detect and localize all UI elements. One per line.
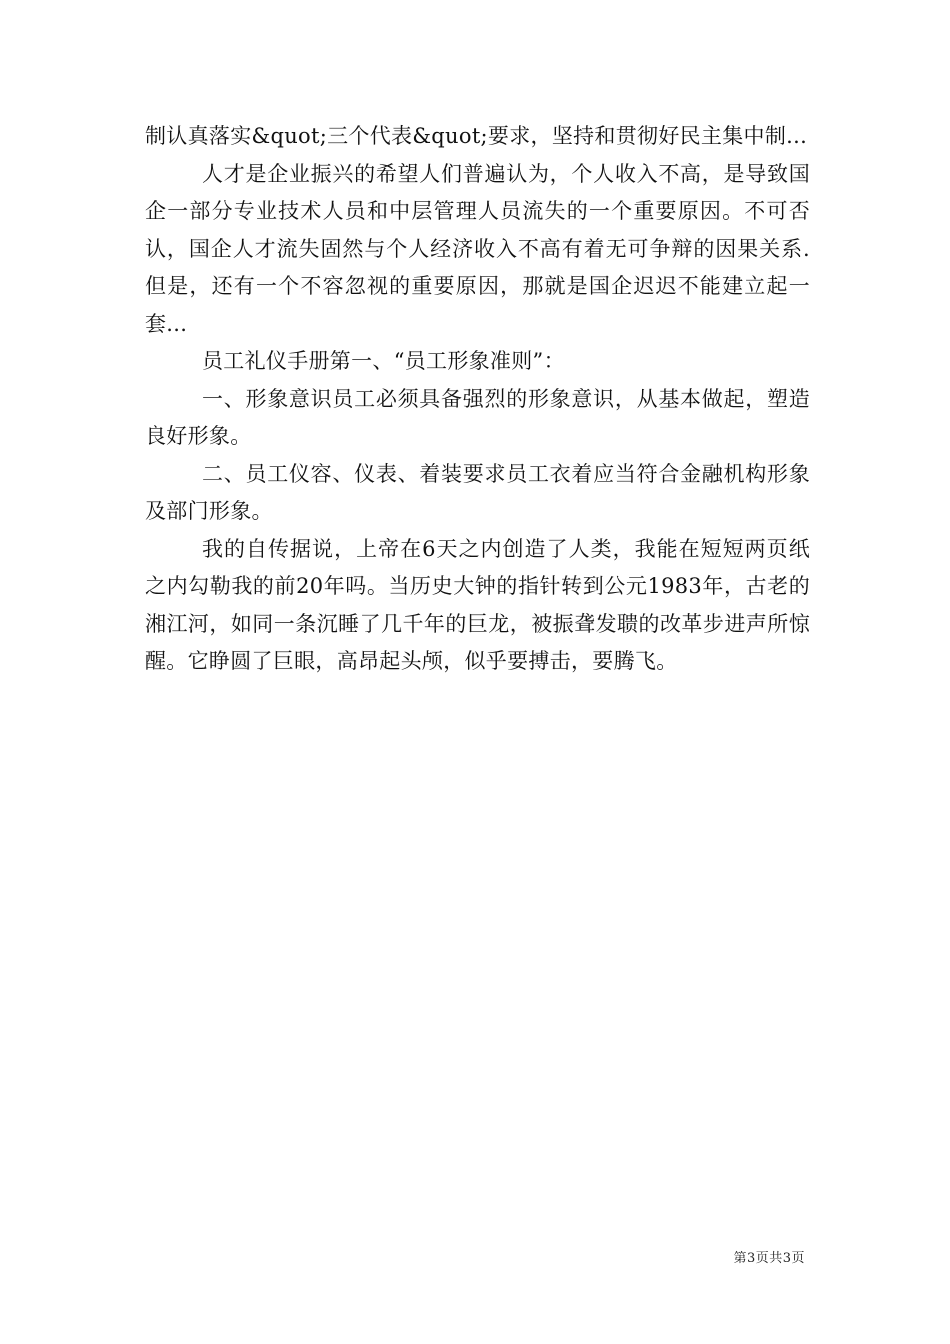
paragraph-dress-code: 二、员工仪容、仪表、着装要求员工衣着应当符合金融机构形象及部门形象。	[145, 461, 810, 523]
paragraph-continuation: 制认真落实&quot;三个代表&quot;要求，坚持和贯彻好民主集中制...	[145, 124, 808, 148]
paragraph-image-awareness: 一、形象意识员工必须具备强烈的形象意识，从基本做起，塑造良好形象。	[145, 386, 810, 448]
document-body	[145, 118, 810, 681]
paragraph-talent: 人才是企业振兴的希望人们普遍认为，个人收入不高，是导致国企一部分专业技术人员和中层管理人员流失的一个重要原因。不可否认，国企人才流失固然与个人经济收入不高有着无可争辩的因果关系.但是，还有一个不容忽视的重要原因，那就是国企迟迟不能建立起一套...	[145, 161, 810, 336]
paragraph-autobiography: 我的自传据说，上帝在6天之内创造了人类，我能在短短两页纸之内勾勒我的前20年吗。当历史大钟的指针转到公元1983年，古老的湘江河，如同一条沉睡了几千年的巨龙，被振聋发聩的改革步进声所惊醒。它睁圆了巨眼，高昂起头颅，似乎要搏击，要腾飞。	[145, 536, 810, 673]
page-number-footer: 第3页共3页	[733, 1251, 805, 1266]
paragraph-etiquette-heading: 员工礼仪手册第一、“员工形象准则”：	[202, 349, 565, 373]
